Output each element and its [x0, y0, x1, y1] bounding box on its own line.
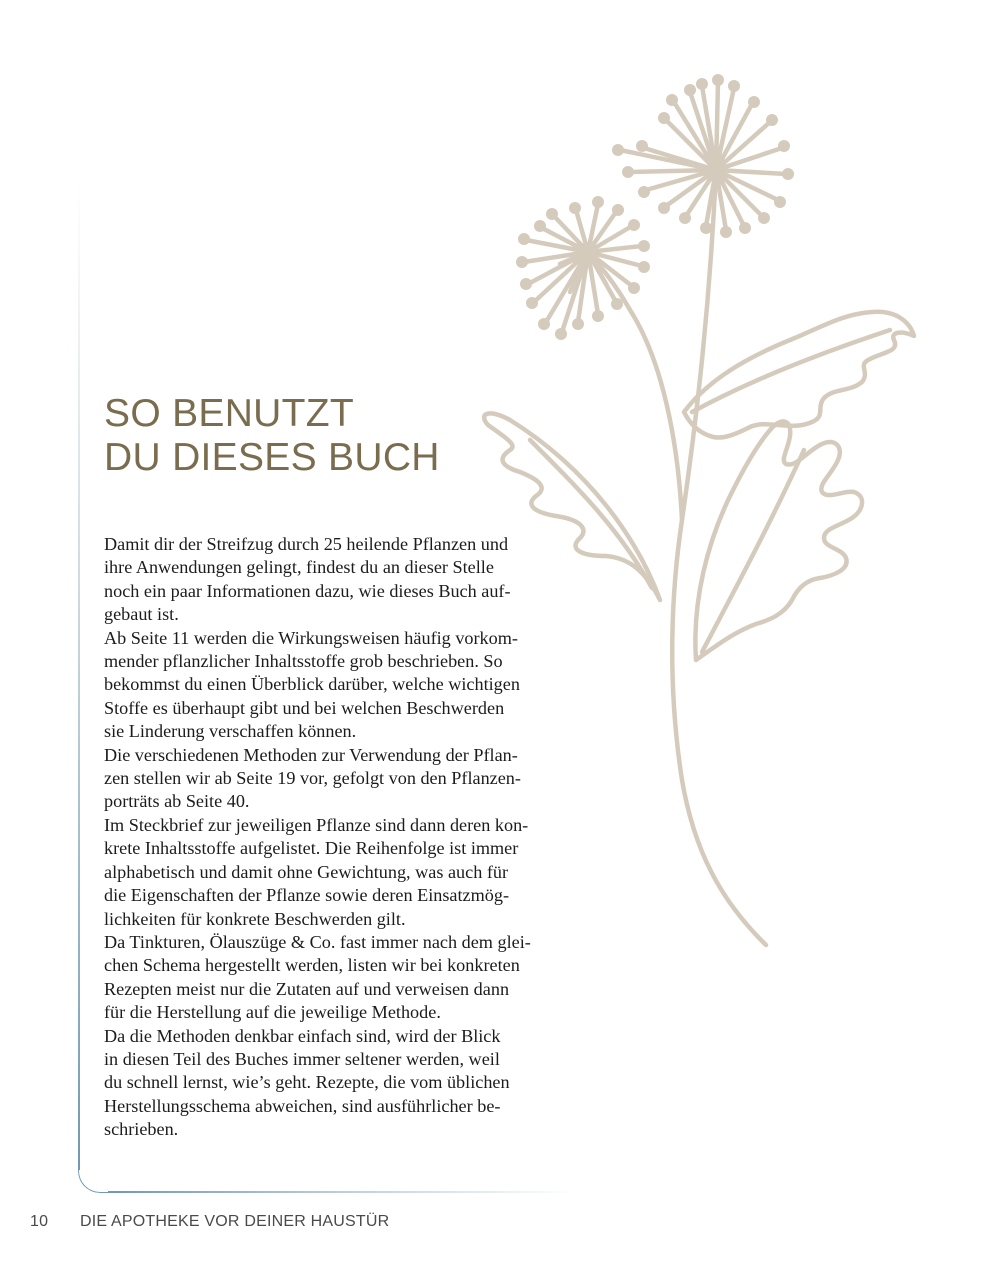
body-line: mender pflanzlicher Inhaltsstoffe grob beschrieben. So: [104, 651, 503, 672]
body-line: lichkeiten für konkrete Beschwerden gilt.: [104, 908, 406, 929]
frame-bottom-border: [108, 1191, 578, 1193]
body-line: zen stellen wir ab Seite 19 vor, gefolgt von den Pflanzen-: [104, 768, 521, 789]
body-line: die Eigenschaften der Pflanze sowie deren Einsatzmög-: [104, 885, 510, 906]
body-line: ihre Anwendungen gelingt, findest du an dieser Stelle: [104, 557, 494, 578]
running-title: DIE APOTHEKE VOR DEINER HAUSTÜR: [80, 1213, 390, 1230]
body-line: porträts ab Seite 40.: [104, 791, 250, 812]
body-text: [104, 533, 574, 1142]
body-line: gebaut ist.: [104, 604, 179, 625]
body-line: für die Herstellung auf die jeweilige Methode.: [104, 1002, 441, 1023]
page-footer: [30, 1213, 389, 1231]
body-line: chen Schema hergestellt werden, listen wir bei konkreten: [104, 955, 520, 976]
frame-left-border: [78, 180, 80, 1170]
body-line: Da die Methoden denkbar einfach sind, wird der Blick: [104, 1025, 501, 1046]
body-line: Ab Seite 11 werden die Wirkungsweisen häufig vorkom-: [104, 627, 518, 648]
page-title: [104, 392, 440, 480]
body-line: Da Tinkturen, Ölauszüge & Co. fast immer nach dem glei-: [104, 931, 531, 952]
page-number: 10: [30, 1213, 49, 1230]
page-title-line-2: DU DIESES BUCH: [104, 436, 440, 479]
body-line: Die verschiedenen Methoden zur Verwendung der Pflan-: [104, 744, 518, 765]
body-line: bekommst du einen Überblick darüber, welche wichtigen: [104, 674, 520, 695]
body-line: Stoffe es überhaupt gibt und bei welchen Beschwerden: [104, 697, 505, 718]
body-line: Herstellungsschema abweichen, sind ausführlicher be-: [104, 1095, 501, 1116]
body-line: krete Inhaltsstoffe aufgelistet. Die Reihenfolge ist immer: [104, 838, 519, 859]
body-line: Rezepten meist nur die Zutaten auf und verweisen dann: [104, 978, 510, 999]
page-title-line-1: SO BENUTZT: [104, 392, 355, 435]
body-line: alphabetisch und damit ohne Gewichtung, was auch für: [104, 861, 509, 882]
body-line: Damit dir der Streifzug durch 25 heilende Pflanzen und: [104, 534, 509, 554]
body-line: Im Steckbrief zur jeweiligen Pflanze sind dann deren kon-: [104, 814, 529, 835]
body-line: du schnell lernst, wie’s geht. Rezepte, die vom üblichen: [104, 1072, 510, 1093]
body-line: sie Linderung verschaffen können.: [104, 721, 357, 742]
frame-corner: [78, 1149, 122, 1193]
body-line: noch ein paar Informationen dazu, wie dieses Buch auf-: [104, 580, 511, 601]
body-line: in diesen Teil des Buches immer seltener werden, weil: [104, 1048, 500, 1069]
body-line: schrieben.: [104, 1119, 179, 1140]
